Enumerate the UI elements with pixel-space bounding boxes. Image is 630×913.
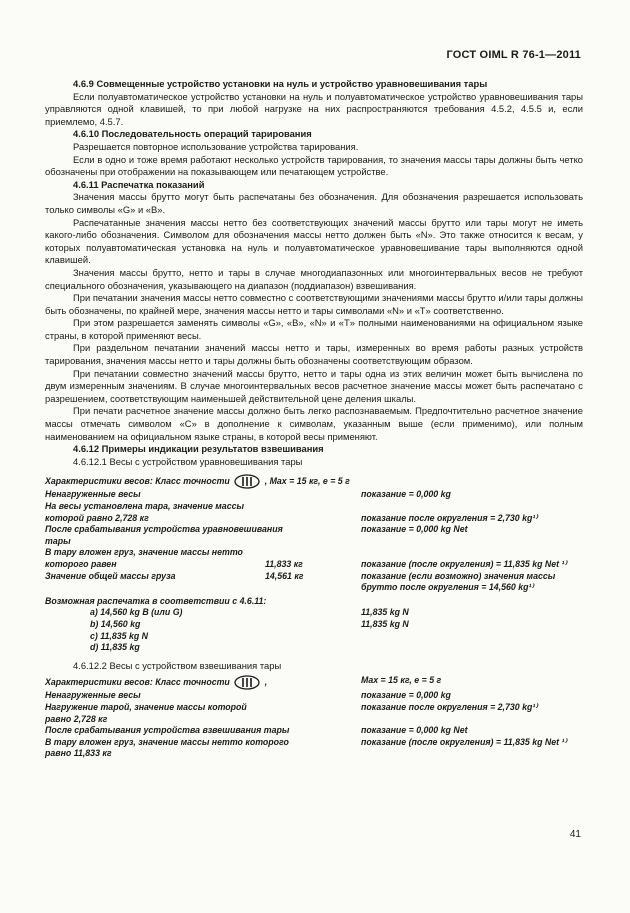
ex-line: В тару вложен груз, значение массы нетто [45, 547, 243, 558]
ex-line: Возможная распечатка в соответствии с 4.6.11: [45, 595, 267, 606]
ex-line: После срабатывания устройства уравновешивания [45, 524, 283, 535]
ex-reading: показание = 0,000 kg [361, 690, 451, 701]
running-header: ГОСТ OIML R 76-1—2011 [446, 49, 581, 61]
ex-reading: показание (после округления) = 11,835 kg Net ¹⁾ [361, 558, 567, 569]
example-2-block [45, 675, 583, 760]
ex-reading: показание (если возможно) значения массы [361, 570, 556, 581]
ex-line: тары [45, 535, 71, 546]
ex-line: которой равно 2,728 кг [45, 512, 149, 523]
section-4-6-10-title: 4.6.10 Последовательность операций тарирования [73, 128, 312, 140]
example-2-comma: , [264, 677, 268, 688]
ex-line: Нагружение тарой, значение массы которой [45, 701, 247, 712]
ex-line: Ненагруженные весы [45, 690, 141, 701]
example-1-block [45, 474, 583, 653]
paragraph: При печати расчетное значение массы должно быть легко распознаваемым. Предпочтительно расчетное значение массы отмечать символом «C» в дополнение к символам, указанным выше (если применимо), или полным наименованием на официальном языке страны, в которой весы применяют. [45, 405, 583, 442]
page-number: 41 [569, 829, 581, 840]
accuracy-class-iii-icon [234, 675, 260, 690]
paragraph: При раздельном печатании значений массы нетто и тары, измеренных во время работы разных устройств тарирования, значения массы нетто и тары должны быть обозначены соответствующим образом. [45, 342, 583, 367]
paragraph: При этом разрешается заменять символы «G», «B», «N» и «T» полными наименованиями на официальном языке страны, в которой применяют весы. [45, 317, 583, 341]
paragraph: При печатании совместно значений массы брутто, нетто и тары одна из этих величин может быть вычислена по двум измеренным значениям. В случае многоинтервальных весов расчетное значение массы может быть распечатано с разрешением, соответствующим наименьшей действительной цене деления шкалы. [45, 367, 583, 404]
section-4-6-12-title: 4.6.12 Примеры индикации результатов взвешивания [73, 443, 324, 455]
ex-value: 14,561 кг [265, 570, 304, 581]
subsection-4-6-12-2-title: 4.6.12.2 Весы с устройством взвешивания тары [73, 659, 282, 671]
ex-line: равно 11,833 кг [45, 748, 112, 759]
paragraph: Распечатанные значения массы нетто без соответствующих значений массы брутто или тары могут не иметь какого-либо обозначения. Символом для обозначения массы нетто должен быть «N». Это также относится к весам, у которых полуавтоматическая установка на нуль и полуавтоматическое уравновешивание тары выполняются одной клавишей. [45, 216, 583, 266]
print-option-a-right: 11,835 kg N [361, 607, 409, 618]
section-4-6-9-title: 4.6.9 Совмещенные устройство установки на нуль и устройство уравновешивания тары [73, 78, 488, 89]
print-option-a: a) 14,560 kg B (или G) [90, 607, 183, 618]
ex-reading: показание после округления = 2,730 kg¹⁾ [361, 701, 538, 712]
print-option-b: b) 14,560 kg [90, 618, 141, 629]
ex-reading: показание (после округления) = 11,835 kg Net ¹⁾ [361, 736, 567, 747]
page-body [45, 78, 583, 760]
print-option-c: c) 11,835 kg N [90, 630, 149, 641]
ex-line: которого равен [45, 558, 117, 569]
subsection-4-6-12-1-title: 4.6.12.1 Весы с устройством уравновешивания тары [73, 455, 303, 467]
print-option-b-right: 11,835 kg N [361, 618, 409, 629]
ex-reading: показание = 0,000 kg Net [361, 725, 468, 736]
example-1-characteristics-label: Характеристики весов: Класс точности [45, 476, 230, 487]
ex-value: 11,833 кг [265, 558, 303, 569]
paragraph: Значения массы брутто могут быть распечатаны без обозначения. Для обозначения разрешается использовать только символы «G» и «B». [45, 191, 583, 215]
accuracy-class-iii-icon [234, 474, 260, 489]
ex-reading: показание = 0,000 kg Net [361, 524, 468, 535]
example-1-max-label: , Max = 15 кг, e = 5 г [264, 476, 350, 487]
example-2-characteristics-label: Характеристики весов: Класс точности [45, 677, 230, 688]
ex-reading: показание = 0,000 kg [361, 489, 451, 500]
ex-line: В тару вложен груз, значение массы нетто которого [45, 736, 289, 747]
paragraph: При печатании значения массы нетто совместно с соответствующими значениями массы брутто и/или тары должны быть обозначены, по крайней мере, значения массы нетто и тары символами «N» и «T» соответственно. [45, 292, 583, 316]
paragraph: Разрешается повторное использование устройства тарирования. [73, 140, 359, 152]
paragraph: Значения массы брутто, нетто и тары в случае многодиапазонных или многоинтервальных весов не требуют специального обозначения, указывающего на диапазон (поддиапазон) взвешивания. [45, 266, 583, 291]
section-4-6-11-title: 4.6.11 Распечатка показаний [73, 178, 205, 190]
example-2-max-label: Max = 15 кг, e = 5 г [361, 675, 442, 686]
ex-reading: брутто после округления = 14,560 kg¹⁾ [361, 582, 534, 593]
ex-line: Значение общей массы груза [45, 570, 176, 581]
ex-line: равно 2,728 кг [45, 713, 108, 724]
ex-line: После срабатывания устройства взвешивания тары [45, 725, 290, 736]
paragraph: Если полуавтоматическое устройство установки на нуль и полуавтоматическое устройство уравновешивания тары управляются одной клавишей, то при любой нагрузке на них распространяются требования 4.5.2, 4.5.5 и, если приемлемо, 4.5.7. [45, 90, 583, 127]
paragraph: Если в одно и тоже время работают несколько устройств тарирования, то значения массы тары должны быть четко обозначены при отображении на показывающем или печатающем устройстве. [45, 153, 583, 178]
ex-reading: показание после округления = 2,730 kg¹⁾ [361, 512, 538, 523]
print-option-d: d) 11,835 kg [90, 642, 140, 653]
ex-line: Ненагруженные весы [45, 489, 141, 500]
ex-line: На весы установлена тара, значение массы [45, 501, 244, 511]
